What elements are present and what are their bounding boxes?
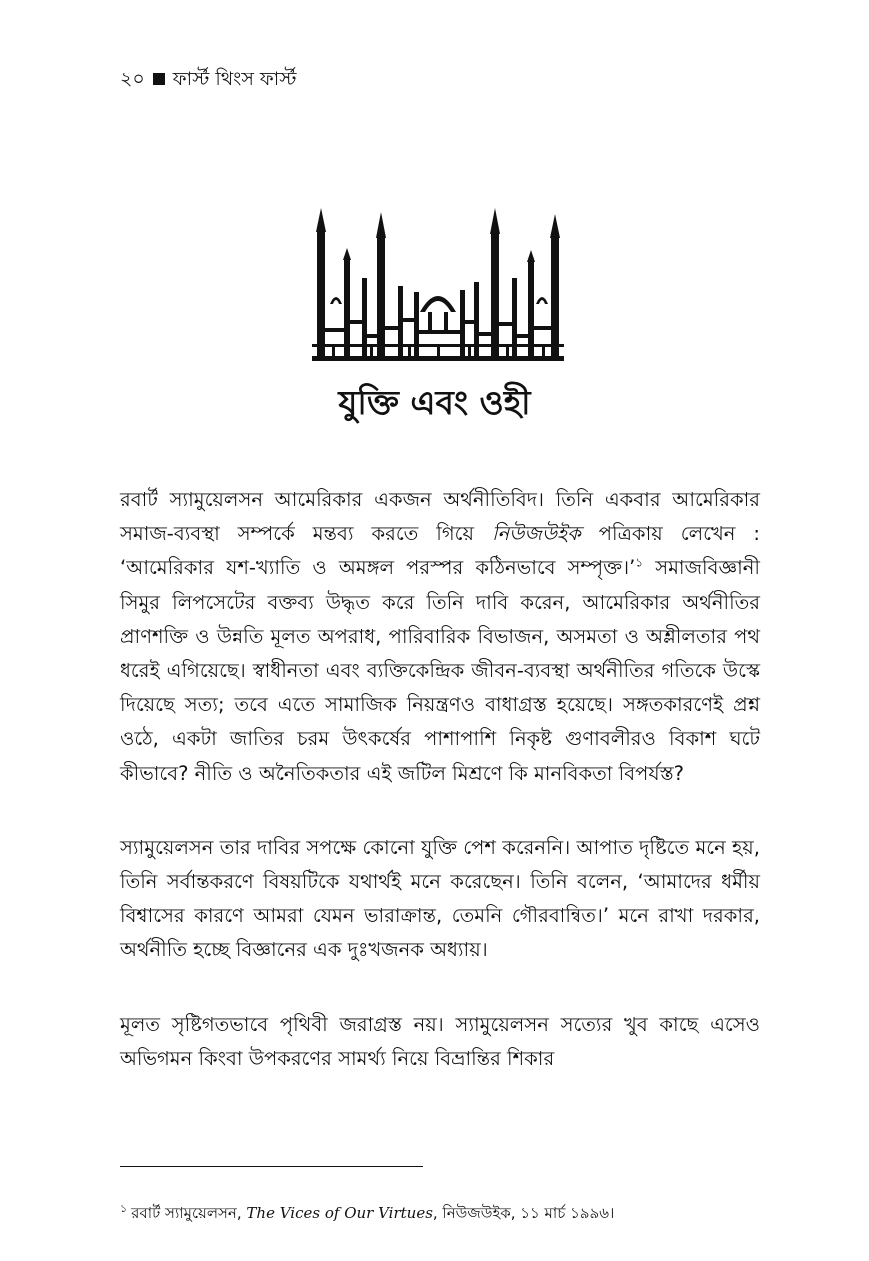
- footnote-reference: ১: [635, 555, 644, 570]
- footnote-article-title: The Vices of Our Virtues: [246, 1204, 433, 1222]
- square-bullet-icon: [153, 73, 165, 85]
- running-header: [120, 66, 297, 92]
- footnote: [120, 1200, 780, 1226]
- paragraph-1-text-c: পত্রিকায় লেখেন : ‘আমেরিকার যশ-খ্যাতি ও অমঙ্গল পরস্পর কঠিনভাবে সম্পৃক্ত।’: [120, 522, 760, 580]
- body-text: [120, 483, 760, 1116]
- footnote-number: ১: [120, 1202, 128, 1215]
- paragraph-3: মূলত সৃষ্টিগতভাবে পৃথিবী জরাগ্রস্ত নয়। স্যামুয়েলসন সত্যের খুব কাছে এসেও অভিগমন কিংবা উপকরণের সামর্থ্য নিয়ে বিভ্রান্তির শিকার: [120, 1012, 760, 1070]
- footnote-text-before: রবার্ট স্যামুয়েলসন,: [131, 1204, 247, 1222]
- page-number: ২০: [120, 68, 145, 90]
- paragraph-1-text-d: সমাজবিজ্ঞানী সিমুর লিপসেটের বক্তব্য উদ্ধৃত করে তিনি দাবি করেন, আমেরিকার অর্থনীতির প্রাণশক্তি ও উন্নতি মূলত অপরাধ, পারিবারিক বিভাজন, অসমতা ও অশ্লীলতার পথ ধরেই এগিয়েছে। স্বাধীনতা এবং ব্যক্তিকেন্দ্রিক জীবন-ব্যবস্থা অর্থনীতির গতিকে উস্কে দিয়েছে সত্য; তবে এতে সামাজিক নিয়ন্ত্রণও বাধাগ্রস্ত হয়েছে। সঙ্গতকারণেই প্রশ্ন ওঠে, একটা জাতির চরম উৎকর্ষের পাশাপাশি নিকৃষ্ট গুণাবলীরও বিকাশ ঘটে কীভাবে? নীতি ও অনৈতিকতার এই জটিল মিশ্রণে কি মানবিকতা বিপর্যস্ত?: [120, 556, 761, 785]
- paragraph-1: [120, 483, 760, 791]
- newsweek-italic: নিউজউইক: [491, 522, 581, 546]
- chapter-title: যুক্তি এবং ওহী: [338, 383, 531, 422]
- footnote-divider: [120, 1166, 423, 1167]
- footnote-text-after: , নিউজউইক, ১১ মার্চ ১৯৯৬।: [432, 1204, 615, 1222]
- paragraph-2: স্যামুয়েলসন তার দাবির সপক্ষে কোনো যুক্তি পেশ করেননি। আপাত দৃষ্টিতে মনে হয়, তিনি সর্বান্তকরণে বিষয়টিকে যথার্থই মনে করেছেন। তিনি বলেন, ‘আমাদের ধর্মীয় বিশ্বাসের কারণে আমরা যেমন ভারাক্রান্ত, তেমনি গৌরবান্বিত।’ মনে রাখা দরকার, অর্থনীতি হচ্ছে বিজ্ঞানের এক দুঃখজনক অধ্যায়।: [120, 835, 760, 962]
- arabic-calligraphy-minarets-icon: [310, 208, 566, 366]
- book-title: ফার্স্ট থিংস ফার্স্ট: [172, 68, 297, 90]
- paragraph-1-text-a: রবার্ট স্যামুয়েলসন আমেরিকার একজন অর্থনীতিবিদ। তিনি একবার আমেরিকার সমাজ-ব্যবস্থা সম্পর্কে মন্তব্য করতে গিয়ে: [120, 488, 760, 546]
